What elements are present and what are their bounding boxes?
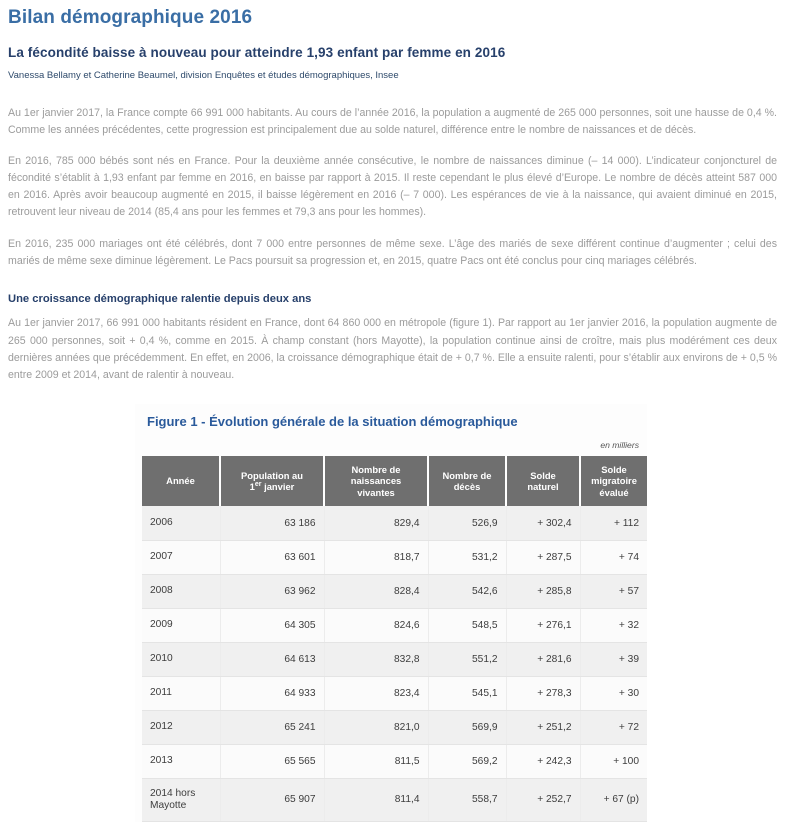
cell-naissances: 824,6 bbox=[324, 608, 428, 642]
cell-population: 64 613 bbox=[220, 642, 324, 676]
figure-1-container bbox=[135, 404, 647, 822]
cell-deces: 545,1 bbox=[428, 676, 506, 710]
section-heading-growth: Une croissance démographique ralentie depuis deux ans bbox=[8, 292, 312, 305]
cell-naissances: 811,4 bbox=[324, 778, 428, 821]
cell-annee: 2008 bbox=[142, 574, 220, 608]
cell-population: 65 241 bbox=[220, 710, 324, 744]
cell-annee: 2009 bbox=[142, 608, 220, 642]
column-header-solde-migratoire[interactable]: Solde migratoire évalué bbox=[580, 456, 647, 506]
cell-deces: 569,9 bbox=[428, 710, 506, 744]
cell-annee: 2006 bbox=[142, 506, 220, 540]
cell-deces: 526,9 bbox=[428, 506, 506, 540]
table-body bbox=[142, 506, 647, 821]
author-byline: Vanessa Bellamy et Catherine Beaumel, division Enquêtes et études démographiques, Insee bbox=[8, 70, 399, 82]
cell-deces: 542,6 bbox=[428, 574, 506, 608]
cell-solde-naturel: + 276,1 bbox=[506, 608, 580, 642]
cell-naissances: 821,0 bbox=[324, 710, 428, 744]
paragraph-4: Au 1er janvier 2017, 66 991 000 habitants résident en France, dont 64 860 000 en métropole (figure 1). Par rapport au 1er janvier 2016, la population augmente de 265 000 personnes, soit + 0,4 %, comme en 2015. À champ constant (hors Mayotte), la population continue ainsi de croître, mais plus modérément ces deux dernières années que précédemment. En effet, en 2006, la croissance démographique était de + 0,7 %. Elle a ensuite ralenti, pour s’établir aux environs de + 0,5 % entre 2009 et 2014, avant de ralentir à nouveau. bbox=[8, 317, 777, 381]
cell-solde-migratoire: + 39 bbox=[580, 642, 647, 676]
table-row bbox=[142, 608, 647, 642]
cell-solde-migratoire: + 32 bbox=[580, 608, 647, 642]
cell-solde-migratoire: + 30 bbox=[580, 676, 647, 710]
document-header bbox=[0, 0, 785, 83]
demographic-table bbox=[142, 456, 647, 822]
table-row bbox=[142, 676, 647, 710]
cell-population: 65 565 bbox=[220, 744, 324, 778]
cell-solde-migratoire: + 57 bbox=[580, 574, 647, 608]
paragraph-2: En 2016, 785 000 bébés sont nés en France. Pour la deuxième année consécutive, le nombre de naissances diminue (– 14 000). L’indicateur conjoncturel de fécondité s’établit à 1,93 enfant par femme en 2016, en baisse par rapport à 2015. Il reste cependant le plus élevé d’Europe. Le nombre de décès atteint 587 000 en 2016. Après avoir beaucoup augmenté en 2015, il baisse légèrement en 2016 (– 7 000). Les espérances de vie à la naissance, qui avaient diminué en 2015, retrouvent leur niveau de 2014 (85,4 ans pour les femmes et 79,3 ans pour les hommes). bbox=[8, 154, 777, 219]
cell-solde-naturel: + 278,3 bbox=[506, 676, 580, 710]
paragraph-1: Au 1er janvier 2017, la France compte 66 991 000 habitants. Au cours de l’année 2016, la population a augmenté de 265 000 personnes, soit une hausse de 0,4 %. Comme les années précédentes, cette progression est principalement due au solde naturel, différence entre le nombre de naissances et de décès. bbox=[8, 106, 777, 136]
cell-naissances: 818,7 bbox=[324, 540, 428, 574]
cell-solde-naturel: + 251,2 bbox=[506, 710, 580, 744]
cell-naissances: 828,4 bbox=[324, 574, 428, 608]
cell-population: 63 186 bbox=[220, 506, 324, 540]
cell-deces: 531,2 bbox=[428, 540, 506, 574]
cell-solde-naturel: + 302,4 bbox=[506, 506, 580, 540]
cell-annee: 2012 bbox=[142, 710, 220, 744]
cell-solde-migratoire: + 67 (p) bbox=[580, 778, 647, 821]
cell-solde-naturel: + 242,3 bbox=[506, 744, 580, 778]
cell-deces: 569,2 bbox=[428, 744, 506, 778]
cell-solde-naturel: + 252,7 bbox=[506, 778, 580, 821]
column-header-annee[interactable]: Année bbox=[142, 456, 220, 506]
cell-solde-migratoire: + 112 bbox=[580, 506, 647, 540]
cell-solde-naturel: + 281,6 bbox=[506, 642, 580, 676]
cell-population: 64 933 bbox=[220, 676, 324, 710]
cell-naissances: 832,8 bbox=[324, 642, 428, 676]
cell-deces: 551,2 bbox=[428, 642, 506, 676]
table-row bbox=[142, 506, 647, 540]
cell-deces: 558,7 bbox=[428, 778, 506, 821]
cell-deces: 548,5 bbox=[428, 608, 506, 642]
article-body bbox=[0, 105, 785, 384]
table-row bbox=[142, 540, 647, 574]
table-header-row bbox=[142, 456, 647, 506]
column-header-deces[interactable]: Nombre de décès bbox=[428, 456, 506, 506]
cell-solde-migratoire: + 74 bbox=[580, 540, 647, 574]
cell-annee: 2014 hors Mayotte bbox=[142, 778, 220, 821]
cell-naissances: 811,5 bbox=[324, 744, 428, 778]
cell-population: 63 601 bbox=[220, 540, 324, 574]
table-row bbox=[142, 744, 647, 778]
cell-annee: 2007 bbox=[142, 540, 220, 574]
table-row bbox=[142, 642, 647, 676]
page-title: Bilan démographique 2016 bbox=[8, 7, 253, 28]
cell-annee: 2013 bbox=[142, 744, 220, 778]
cell-naissances: 823,4 bbox=[324, 676, 428, 710]
cell-solde-migratoire: + 100 bbox=[580, 744, 647, 778]
figure-title: Figure 1 - Évolution générale de la situation démographique bbox=[147, 414, 518, 430]
cell-population: 63 962 bbox=[220, 574, 324, 608]
cell-naissances: 829,4 bbox=[324, 506, 428, 540]
cell-population: 65 907 bbox=[220, 778, 324, 821]
cell-annee: 2010 bbox=[142, 642, 220, 676]
cell-population: 64 305 bbox=[220, 608, 324, 642]
table-row bbox=[142, 574, 647, 608]
column-header-population[interactable]: Population au 1er janvier bbox=[220, 456, 324, 506]
cell-solde-naturel: + 285,8 bbox=[506, 574, 580, 608]
cell-solde-migratoire: + 72 bbox=[580, 710, 647, 744]
cell-solde-naturel: + 287,5 bbox=[506, 540, 580, 574]
cell-annee: 2011 bbox=[142, 676, 220, 710]
table-head bbox=[142, 456, 647, 506]
table-row bbox=[142, 710, 647, 744]
column-header-naissances[interactable]: Nombre de naissances vivantes bbox=[324, 456, 428, 506]
figure-unit-label: en milliers bbox=[600, 439, 639, 450]
paragraph-3: En 2016, 235 000 mariages ont été célébrés, dont 7 000 entre personnes de même sexe. L’âge des mariés de sexe différent continue d’augmenter ; celui des mariés de même sexe diminue légèrement. Le Pacs poursuit sa progression et, en 2015, quatre Pacs ont été conclus pour cinq mariages célébrés. bbox=[8, 237, 777, 267]
column-header-solde-naturel[interactable]: Solde naturel bbox=[506, 456, 580, 506]
article-subtitle: La fécondité baisse à nouveau pour atteindre 1,93 enfant par femme en 2016 bbox=[8, 44, 506, 60]
